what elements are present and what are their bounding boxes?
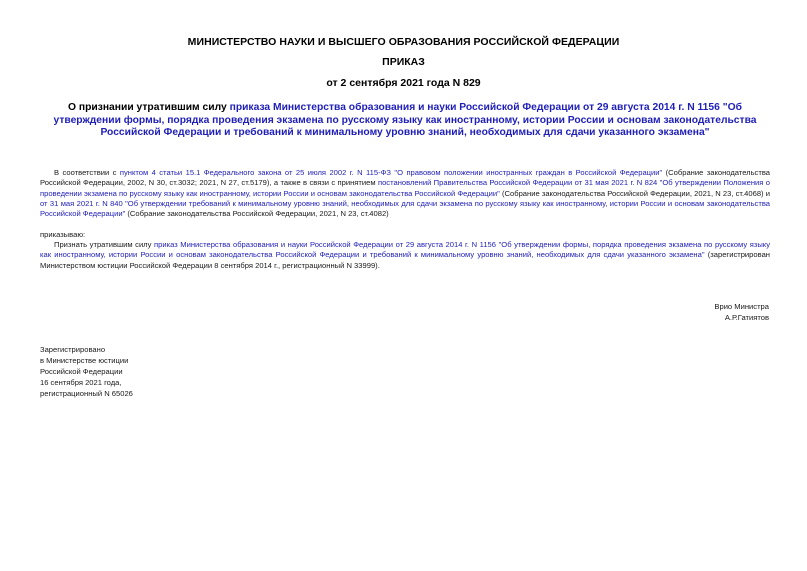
operative-paragraph <box>40 240 770 271</box>
order-word: приказываю: <box>40 230 86 239</box>
document-title <box>40 102 770 140</box>
signature-block <box>714 301 769 323</box>
registration-block <box>40 344 133 399</box>
preamble-text-2: (Собрание законодательства Российской Федерации, 2002, N 30, ст.3032; 2021, N 27, ст.5179), а также в связи с принятием <box>40 168 771 188</box>
operative-link-order-1156[interactable]: приказ Министерства образования и науки Российской Федерации от 29 августа 2014 г. N 1156 "Об утверждении формы, порядка проведения экзамена по русскому языку как иностранному, истории России и основам законодательства Российской Федерации и требований к минимальному уровню знаний, необходимых для сдачи указанного экзамена" <box>40 240 770 260</box>
registration-line: 16 сентября 2021 года, <box>40 378 122 387</box>
registration-line: регистрационный N 65026 <box>40 389 133 398</box>
signer-position: Врио Министра <box>714 302 769 311</box>
title-link[interactable]: приказа Министерства образования и науки Российской Федерации от 29 августа 2014 г. N 1156 "Об утверждении формы, порядка проведения экзамена по русскому языку как иностранному, истории России и основам законодательства Российской Федерации и требований к минимальному уровню знаний, необходимых для сдачи указанного экзамена" <box>53 102 757 138</box>
registration-line: Российской Федерации <box>40 367 123 376</box>
document-type: ПРИКАЗ <box>382 56 425 68</box>
preamble-text-4: (Собрание законодательства Российской Федерации, 2021, N 23, ст.4082) <box>125 209 389 219</box>
registration-line: в Министерстве юстиции <box>40 356 129 365</box>
preamble-link-law[interactable]: пунктом 4 статьи 15.1 Федерального закона от 25 июля 2002 г. N 115-ФЗ "О правовом положении иностранных граждан в Российской Федерации" <box>119 168 663 177</box>
preamble-text-1: В соответствии с <box>54 168 120 177</box>
operative-text-1: Признать утратившим силу <box>54 240 155 249</box>
preamble-link-decree-824[interactable]: постановлений Правительства Российской Федерации от 31 мая 2021 г. N 824 "Об утверждении Положения о проведении экзамена по русскому языку как иностранному, истории России и основам законодательства Российской Федерации" <box>40 178 770 198</box>
signer-name: А.Р.Гатиятов <box>724 313 769 322</box>
registration-line: Зарегистрировано <box>40 345 106 354</box>
preamble-link-decree-840[interactable]: от 31 мая 2021 г. N 840 "Об утверждении требований к минимальному уровню знаний, необходимых для сдачи экзамена по русскому языку как иностранному, истории России и основам законодательства Российской Федерации" <box>40 198 770 219</box>
document-date-number: от 2 сентября 2021 года N 829 <box>326 77 481 89</box>
ministry-heading: МИНИСТЕРСТВО НАУКИ И ВЫСШЕГО ОБРАЗОВАНИЯ РОССИЙСКОЙ ФЕДЕРАЦИИ <box>187 36 620 48</box>
operative-text-2: (зарегистрирован Министерством юстиции Российской Федерации 8 сентября 2014 г., регистрационный N 33999). <box>40 250 770 270</box>
preamble-paragraph <box>40 168 770 219</box>
preamble-text-3: (Собрание законодательства Российской Федерации, 2021, N 23, ст.4068) и <box>499 188 770 198</box>
title-prefix: О признании утратившим силу <box>68 102 230 113</box>
